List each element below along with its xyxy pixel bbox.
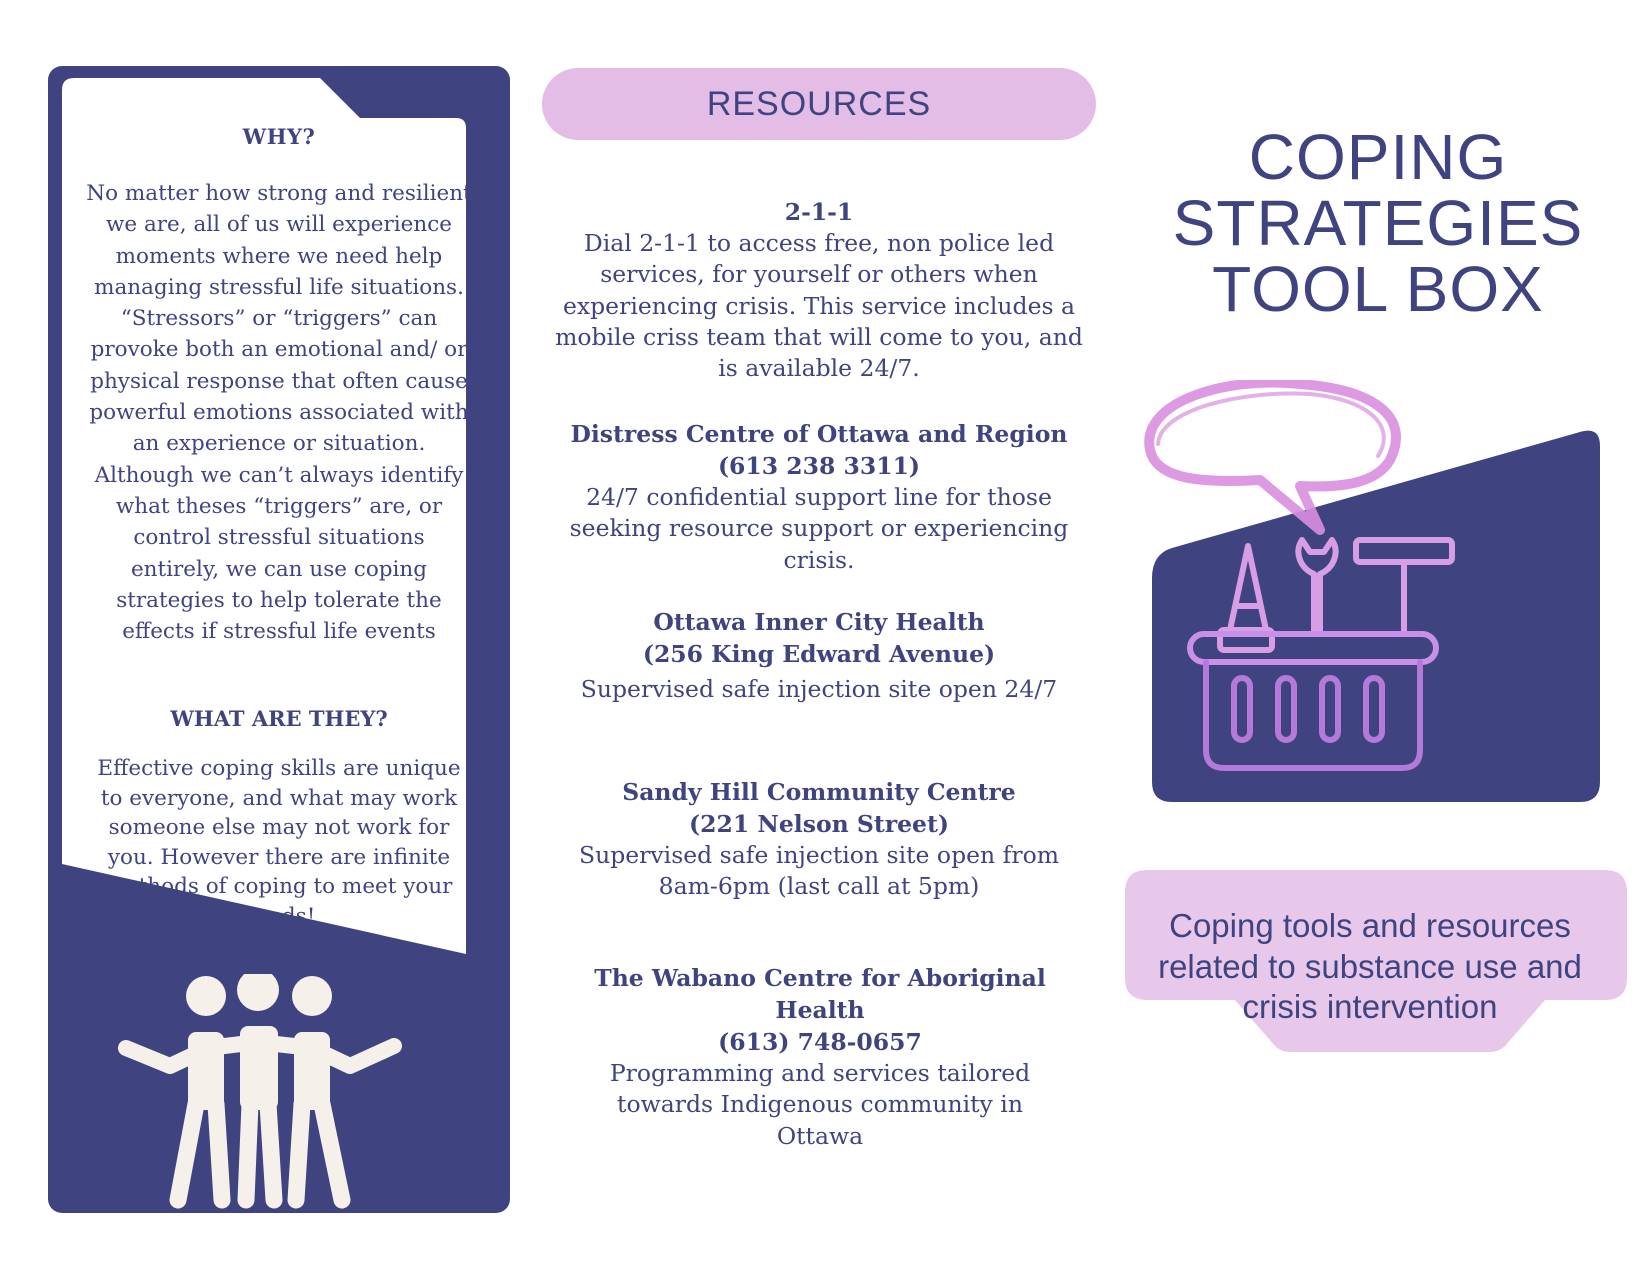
subtitle: Coping tools and resources related to substance use and crisis intervention <box>1158 907 1582 1025</box>
resource-name: The Wabano Centre for Aboriginal Health <box>594 964 1046 1024</box>
resource-name: Sandy Hill Community Centre <box>622 778 1016 806</box>
resource-item <box>554 776 1084 903</box>
resource-phone: (613 238 3311) <box>717 452 921 480</box>
title-line: TOOL BOX <box>1212 253 1544 325</box>
left-panel <box>48 66 510 1213</box>
resource-description: Dial 2-1-1 to access free, non police led services, for yourself or others when experiencing crisis. This service includes a mobile criss team that will come to you, and is available 24/7. <box>555 229 1083 383</box>
resource-item <box>590 962 1050 1152</box>
resource-description: Supervised safe injection site open from 8am-6pm (last call at 5pm) <box>578 841 1060 901</box>
what-paragraph: Effective coping skills are unique to everyone, and what may work someone else may not work for you. However there are infinite methods of coping to meet your needs! <box>97 756 461 929</box>
what-heading: WHAT ARE THEY? <box>170 706 388 731</box>
resource-address: (221 Nelson Street) <box>689 810 949 838</box>
resource-item <box>554 606 1084 705</box>
why-heading: WHY? <box>242 124 316 149</box>
why-paragraph: No matter how strong and resilient we are, all of us will experience moments where we need help managing stressful life situations. “Stressors” or “triggers” can provoke both an emotional and/ or physical response that often cause powerful emotions associated with an experience or situation. Although we can’t always identify what theses “triggers” are, or control stressful situations entirely, we can use coping strategies to help tolerate the effects if stressful life events <box>86 181 472 645</box>
resource-description: Supervised safe injection site open 24/7 <box>580 675 1058 703</box>
three-people-hugging-icon <box>118 974 408 1214</box>
resource-name: Distress Centre of Ottawa and Region <box>570 420 1068 448</box>
resource-item <box>554 418 1084 576</box>
title-line: COPING <box>1248 121 1508 193</box>
toolbox-illustration <box>1110 380 1610 820</box>
resource-name: Ottawa Inner City Health <box>653 608 985 636</box>
title-line: STRATEGIES <box>1172 187 1584 259</box>
page-title <box>1158 121 1598 325</box>
resource-name: 2-1-1 <box>784 198 854 226</box>
resource-description: Programming and services tailored towards Indigenous community in Ottawa <box>609 1059 1031 1150</box>
navy-block <box>1152 431 1600 802</box>
resource-address: (256 King Edward Avenue) <box>642 640 996 668</box>
resources-header: RESOURCES <box>542 68 1096 140</box>
resource-description: 24/7 confidential support line for those seeking resource support or experiencing crisis. <box>569 483 1069 574</box>
resource-phone: (613) 748-0657 <box>718 1028 922 1056</box>
resource-item <box>554 196 1084 384</box>
